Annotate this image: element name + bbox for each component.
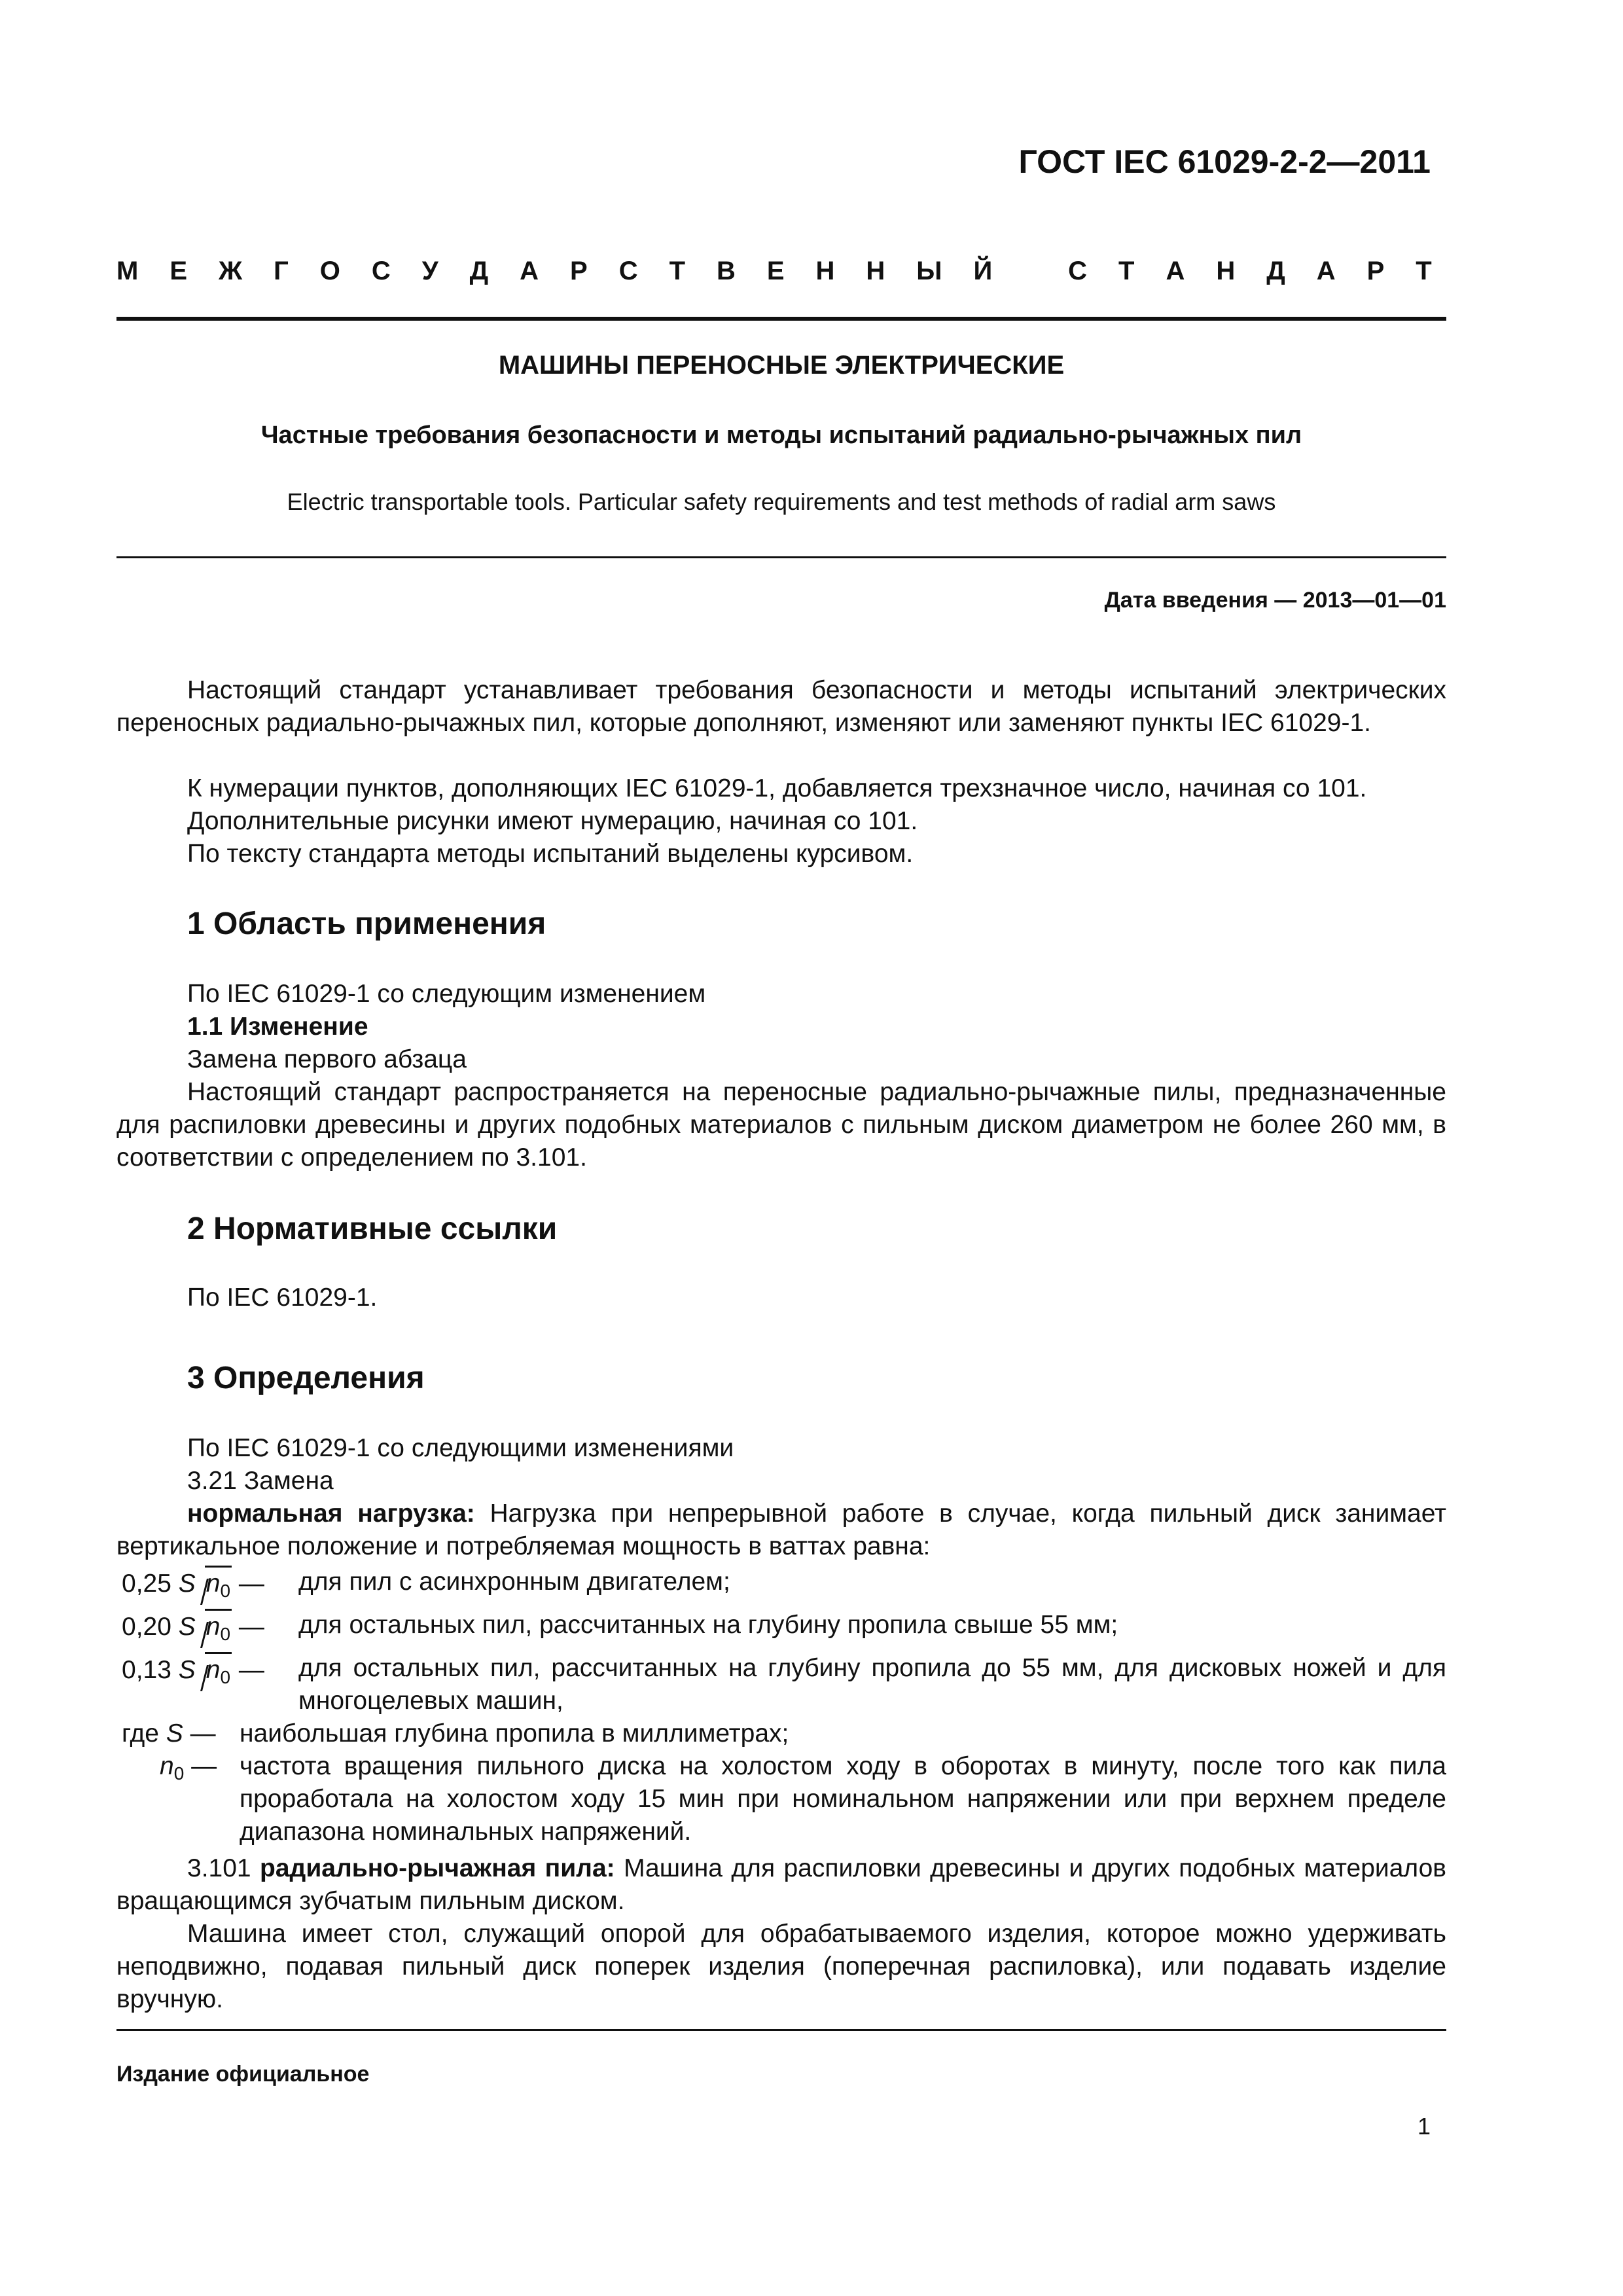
- where-s-text: наибольшая глубина пропила в миллиметрах;: [240, 1719, 789, 1748]
- banner-letter: А: [1166, 257, 1185, 285]
- clause-3-101-number: 3.101: [187, 1854, 251, 1882]
- term-radial-arm-saw: радиально-рычажная пила:: [260, 1854, 615, 1882]
- section-3-last-paragraph: Машина имеет стол, служащий опорой для обрабатываемого изделия, которое можно удерживать неподвижно, подавая пильный диск поперек изделия (поперечная распиловка), или подавать изделие вручную.: [116, 1920, 1446, 2013]
- section-1-heading: 1 Область применения: [187, 906, 546, 941]
- banner-word-gap: [1024, 257, 1037, 286]
- banner-letter: У: [421, 257, 438, 285]
- banner-letter: А: [520, 257, 539, 285]
- top-rule: [116, 317, 1446, 321]
- intro-paragraph-2: К нумерации пунктов, дополняющих IEC 61029-1, добавляется трехзначное число, начиная со 101.: [187, 774, 1367, 802]
- banner-letter: Е: [766, 257, 785, 285]
- page-number: 1: [1417, 2113, 1431, 2140]
- intro-paragraph-1: Настоящий стандарт устанавливает требования безопасности и методы испытаний электрических переносных радиально-рычажных пил, которые дополняют, изменяют или заменяют пункты IEC 61029-1.: [116, 676, 1446, 737]
- document-subtitle: Частные требования безопасности и методы испытаний радиально-рычажных пил: [260, 422, 1302, 449]
- document-id: ГОСТ IEC 61029-2-2—2011: [1018, 143, 1431, 180]
- banner-letter: О: [319, 257, 340, 285]
- banner-letter: Ы: [916, 257, 942, 285]
- document-title: МАШИНЫ ПЕРЕНОСНЫЕ ЭЛЕКТРИЧЕСКИЕ: [498, 351, 1065, 380]
- formula-1: 0,25 S $n_0$ —: [122, 1566, 264, 1607]
- section-1-1-heading: 1.1 Изменение: [187, 1013, 368, 1041]
- banner-letter: Н: [866, 257, 885, 285]
- radial-arm-saw-text: Машина для распиловки древесины и других подобных материалов вращающимся зубчатым пильным диском.: [116, 1854, 1447, 1915]
- formula-3: 0,13 S $n_0$ —: [122, 1652, 264, 1694]
- formula-2: 0,20 S $n_0$ —: [122, 1609, 264, 1651]
- formula-2-text: для остальных пил, рассчитанных на глубину пропила свыше 55 мм;: [298, 1611, 1118, 1639]
- intro-paragraph-3: Дополнительные рисунки имеют нумерацию, начиная со 101.: [187, 807, 918, 835]
- section-1-paragraph: Настоящий стандарт распространяется на переносные радиально-рычажные пилы, предназначенные для распиловки древесины и других подобных материалов с пильным диском диаметром не более 260 мм, в соответствии с определением по 3.101.: [116, 1078, 1446, 1172]
- section-2-heading: 2 Нормативные ссылки: [187, 1211, 558, 1246]
- standard-banner: [116, 257, 1432, 286]
- title-rule: [116, 556, 1446, 558]
- section-3-heading: 3 Определения: [187, 1361, 425, 1395]
- banner-letter: Т: [1118, 257, 1135, 285]
- banner-letter: С: [1068, 257, 1088, 285]
- banner-letter: Е: [169, 257, 187, 285]
- radial-arm-saw-definition: [116, 1852, 1446, 1918]
- banner-letter: В: [716, 257, 736, 285]
- banner-letter: Ж: [218, 257, 243, 285]
- section-3-line-1: По IEC 61029-1 со следующими изменениями: [187, 1434, 734, 1462]
- normal-load-definition: [116, 1498, 1446, 1563]
- section-1-line-1: По IEC 61029-1 со следующим изменением: [187, 980, 706, 1008]
- banner-letter: Т: [1416, 257, 1432, 285]
- term-normal-load: нормальная нагрузка:: [187, 1499, 475, 1528]
- banner-letter: Г: [274, 257, 289, 285]
- formula-3-text: для остальных пил, рассчитанных на глубину пропила до 55 мм, для дисковых ножей и для многоцелевых машин,: [298, 1654, 1446, 1715]
- banner-letter: Й: [973, 257, 993, 285]
- banner-letter: С: [618, 257, 638, 285]
- section-1-line-3: Замена первого абзаца: [187, 1045, 467, 1073]
- section-2-line-1: По IEC 61029-1.: [187, 1283, 378, 1312]
- where-n0-text: частота вращения пильного диска на холостом ходу в оборотах в минуту, после того как пила проработала на холостом ходу 15 мин при номинальном напряжении или при верхнем пределе диапазона номинальных напряжений.: [240, 1752, 1446, 1846]
- official-edition-label: Издание официальное: [116, 2062, 370, 2087]
- banner-letter: Т: [669, 257, 685, 285]
- banner-letter: Р: [570, 257, 588, 285]
- section-3-21-label: 3.21 Замена: [187, 1467, 334, 1495]
- where-n0: $n_0$ —: [160, 1752, 217, 1784]
- banner-letter: А: [1316, 257, 1336, 285]
- normal-load-text: Нагрузка при непрерывной работе в случае, когда пильный диск занимает вертикальное положение и потребляемая мощность в ваттах равна:: [116, 1499, 1446, 1560]
- banner-letter: Н: [815, 257, 835, 285]
- banner-letter: Р: [1366, 257, 1385, 285]
- introduction-date: Дата введения — 2013—01—01: [1104, 588, 1446, 613]
- english-title: Electric transportable tools. Particular safety requirements and test methods of radial arm saws: [287, 488, 1276, 515]
- footer-rule: [116, 2029, 1446, 2031]
- where-s: где S —: [122, 1719, 216, 1748]
- banner-letter: Д: [1266, 257, 1285, 285]
- banner-letter: Д: [469, 257, 489, 285]
- formula-1-text: для пил с асинхронным двигателем;: [298, 1568, 730, 1596]
- banner-letter: М: [116, 257, 139, 285]
- intro-paragraph-4: По тексту стандарта методы испытаний выделены курсивом.: [187, 840, 914, 868]
- banner-letter: Н: [1216, 257, 1236, 285]
- banner-letter: С: [371, 257, 391, 285]
